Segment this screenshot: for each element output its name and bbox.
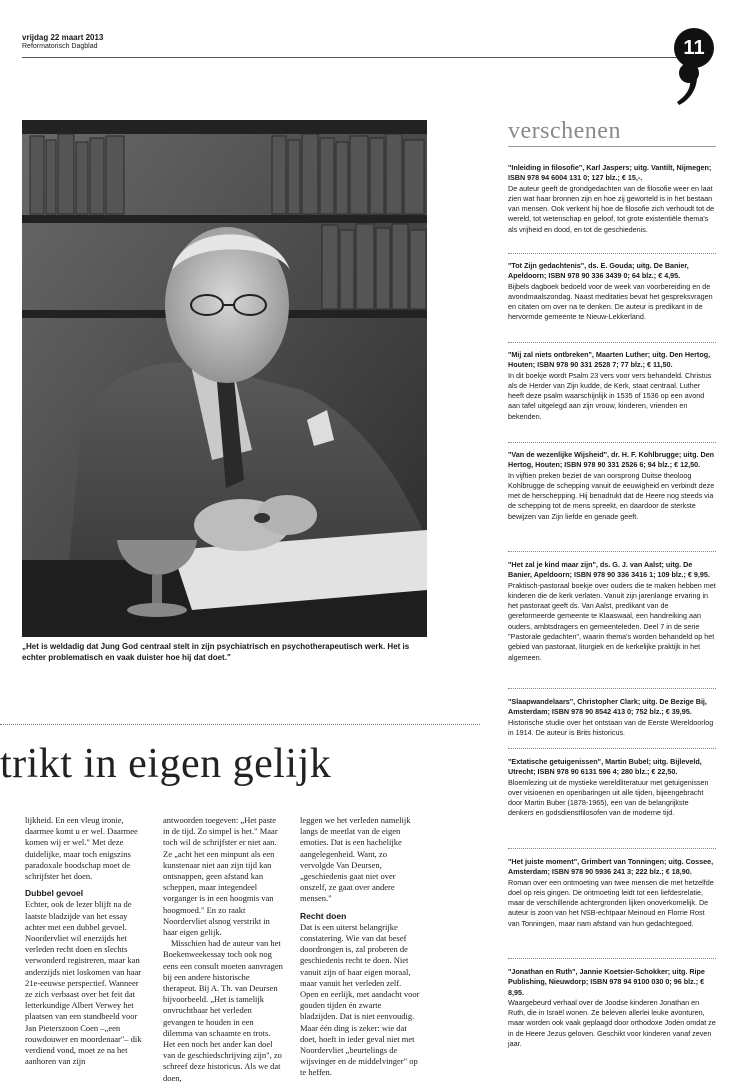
book-title: "Het juiste moment", Grimbert van Tonningen; uitg. Cossee, Amsterdam; ISBN 978 90 5936 241 3; 222 blz.; € 18,90. bbox=[508, 857, 714, 877]
book-title: "Slaapwandelaars", Christopher Clark; uitg. De Bezige Bij, Amsterdam; ISBN 978 90 8542 413 0; 752 blz.; € 39,95. bbox=[508, 697, 707, 717]
book-separator bbox=[508, 958, 716, 959]
article-paragraph: Misschien had de auteur van het Boekenweekessay toch ook nog eens een consult moeten aanvragen bij een andere historische therapeut. Bij A. Th. van Deursen bijvoorbeeld. „Het is tamelijk onvruchtbaar het verleden gevangen te houden in een dilemma van schaamte en trots. Het een noch het ander kan doel van de geschiedschrijving zijn", zo schreef deze historicus. Als we dat doen, bbox=[163, 938, 283, 1083]
book-description: De auteur geeft de grondgedachten van de filosofie weer en laat zien wat haar bronnen zijn en hoe zij geworteld is in het bestaan van mensen. Ook verkent hij hoe de filosofie zich verhoudt tot de wereld, tot wetenschap en geloof, tot grote existentiële thema's als vrijheid en dood, en tot de geschiedenis. bbox=[508, 183, 715, 234]
book-entry bbox=[508, 857, 716, 929]
article-paragraph: Echter, ook de lezer blijft na de laatste bladzijde van het essay achter met een dubbel gevoel. Noordervliet wil enerzijds het verleden recht doen en slechts verwonderd registreren, maar kan anderzijds niet loskomen van haar 21e-eeuwse perspectief. Wanneer ze zich verbaast over het feit dat letterkundige Albert Verwey het plaatsen van een standbeeld voor Jan Pieterszoon Coen –„een rouwdouwer en moordenaar"– dik verdiend vond, moet ze na het aanhoren van zijn bbox=[25, 899, 142, 1067]
section-divider bbox=[0, 724, 480, 725]
article-column-3 bbox=[300, 815, 420, 1079]
article-paragraph: lijkheid. En een vleug ironie, daarmee komt u er wel. Daarmee komen wij er wel." Met deze duidelijke, maar toch enigszins paradoxale boodschap moet de schrijfster het doen. bbox=[25, 815, 138, 882]
sidebar-title-rule bbox=[508, 146, 716, 147]
book-entry bbox=[508, 967, 716, 1049]
book-description: Waargebeurd verhaal over de Joodse kinderen Jonathan en Ruth, die in Israël wonen. Ze beleven allerlei leuke avonturen, maar worden ook vaak geplaagd door orthodoxe Joden omdat ze in de Heere Jezus geloven. Geschikt voor kinderen vanaf zeven jaar. bbox=[508, 997, 716, 1049]
book-title: "Jonathan en Ruth", Jannie Koetsier-Schokker; uitg. Ripe Publishing, Nieuwdorp; ISBN 978 94 9100 030 0; 96 blz.; € 8,95. bbox=[508, 967, 705, 997]
book-separator bbox=[508, 253, 716, 254]
book-separator bbox=[508, 342, 716, 343]
book-title: "Het zal je kind maar zijn", ds. G. J. van Aalst; uitg. De Banier, Apeldoorn; ISBN 978 90 336 3416 1; 109 blz.; € 9,95. bbox=[508, 560, 710, 580]
photo-illustration bbox=[22, 120, 427, 637]
article-paragraph: Dat is een uiterst belangrijke constatering. Wie van dat besef doordrongen is, zal proberen de geschiedenis recht te doen. Niet vanuit zijn of haar eigen moraal, maar vanuit het verleden zelf. Open en eerlijk, met aandacht voor gouden tijden én zwarte bladzijden. Dat is niet eenvoudig. Maar één ding is zeker: wie dat doet, hoeft in ieder geval niet met Noordervliet „beurtelings de wijsvinger en de middelvinger" op te heffen. bbox=[300, 921, 420, 1078]
article-subheading: Dubbel gevoel bbox=[25, 888, 84, 899]
book-entry bbox=[508, 697, 716, 738]
book-description: Historische studie over het ontstaan van de Eerste Wereldoorlog in 1914. De auteur is Brits historicus. bbox=[508, 717, 714, 737]
book-separator bbox=[508, 748, 716, 749]
book-separator bbox=[508, 442, 716, 443]
book-description: Roman over een ontmoeting van twee mensen die met hetzelfde doel op reis gingen. De ontmoeting leidt tot een liefdesrelatie, maar de verschillende achtergronden lijken onoverkomelijk. De auteur is zoon van het NSB-echtpaar Meinoud en Florrie Rost van Tonningen, maar nam afstand van hun gedachtegoed. bbox=[508, 877, 714, 928]
article-paragraph: leggen we het verleden namelijk langs de meetlat van de eigen emoties. Dat is een hachelijke aangelegenheid. Want, zo vervolgde Van Deursen, „geschiedenis gaat niet over onszelf, ze gaat over andere mensen." bbox=[300, 815, 411, 904]
book-separator bbox=[508, 848, 716, 849]
book-entry bbox=[508, 163, 716, 235]
book-description: Bloemlezing uit de mystieke wereldliteratuur met getuigenissen over visioenen en openbaringen uit alle tijden, bijeengebracht door Martin Buber (1878-1965), een van de belangrijkste denkers en godsdienstfilosofen van de moderne tijd. bbox=[508, 777, 709, 818]
book-description: Bijbels dagboek bedoeld voor de week van voorbereiding en de avondmaalszondag. Naast meditaties bevat het gespreksvragen en citaten om over na te denken. De auteur is predikant in de hervormde gemeente te Nieuw-Lekkerland. bbox=[508, 281, 713, 322]
article-subheading: Recht doen bbox=[300, 910, 347, 921]
book-title: "Extatische getuigenissen", Martin Bubel; uitg. Bijleveld, Utrecht; ISBN 978 90 6131 596 4; 280 blz.; € 22,50. bbox=[508, 757, 702, 777]
book-title: "Tot Zijn gedachtenis", ds. E. Gouda; uitg. De Banier, Apeldoorn; ISBN 978 90 336 3439 0; 64 blz.; € 4,95. bbox=[508, 261, 689, 281]
portrait-photo bbox=[22, 120, 427, 637]
book-separator bbox=[508, 688, 716, 689]
book-entry bbox=[508, 757, 716, 819]
photo-caption: „Het is weldadig dat Jung God centraal stelt in zijn psychiatrisch en psychotherapeutisch werk. Het is echter problematisch en vaak duister hoe hij dat doet." bbox=[22, 642, 410, 662]
book-description: In dit boekje wordt Psalm 23 vers voor vers behandeld. Christus als de Herder van Zijn kudde, de Kerk, staat centraal. Luther heeft deze psalm waarschijnlijk in 1535 of 1536 op een avond aan tafel uitgelegd aan zijn vrouw, kinderen, vrienden en bekenden. bbox=[508, 370, 712, 421]
book-entry bbox=[508, 450, 716, 522]
header-rule bbox=[22, 57, 686, 58]
article-headline: trikt in eigen gelijk bbox=[0, 741, 332, 787]
book-entry bbox=[508, 560, 716, 663]
book-title: "Van de wezenlijke Wijsheid", dr. H. F. Kohlbrugge; uitg. Den Hertog, Houten; ISBN 978 90 331 2526 6; 94 blz.; € 12,50. bbox=[508, 450, 715, 470]
book-title: "Inleiding in filosofie", Karl Jaspers; uitg. Vantilt, Nijmegen; ISBN 978 94 6004 131 0; 127 blz.; € 15,-. bbox=[508, 163, 712, 183]
article-column-1 bbox=[25, 815, 145, 1067]
book-title: "Mij zal niets ontbreken", Maarten Luther; uitg. Den Hertog, Houten; ISBN 978 90 331 2528 7; 77 blz.; € 11,50. bbox=[508, 350, 711, 370]
book-separator bbox=[508, 551, 716, 552]
book-description: Praktisch-pastoraal boekje over ouders die te maken hebben met kinderen die de kerk verlaten. Vanuit zijn jarenlange ervaring in het pastoraat geeft ds. Van Aalst, predikant van de gereformeerde gemeente te Klaaswaal, een handreiking aan ouders, ambtsdragers en gemeenteleden. Deel 7 in de serie "Pastorale gedachten", waarin thema's worden behandeld op het gebied van pastoraat, liturgiek en de kerkelijke praktijk in het algemeen. bbox=[508, 580, 716, 662]
article-paragraph: antwoorden toegeven: „Het paste in de tijd. Zo simpel is het." Maar toch wil de schrijfster er niet aan. Ze „acht het een minpunt als een kunstenaar niet aan zijn tijd kan ontsnappen, geen afstand kan scheppen, maar integendeel vorganger is in een hoogmis van hoogmoed." En zo raakt Noordervliet alsnog verstrikt in haar eigen gelijk. bbox=[163, 815, 278, 938]
book-entry bbox=[508, 350, 716, 422]
book-entry bbox=[508, 261, 716, 323]
page-number-badge: 11 bbox=[674, 28, 714, 68]
sidebar-title: verschenen bbox=[508, 118, 621, 144]
newspaper-name: Reformatorisch Dagblad bbox=[22, 43, 98, 50]
book-description: In vijftien preken beziet de van oorsprong Duitse theoloog Kohlbrugge de schepping vanuit de eeuwigheid en verbindt deze met de herschepping. Hij benadrukt dat de Heere nog steeds via de schepping tot de mens spreekt, en daardoor de sterkste bewijzen van Zijn liefde en genade geeft. bbox=[508, 470, 715, 521]
page-date: vrijdag 22 maart 2013 bbox=[22, 33, 104, 42]
article-column-2 bbox=[163, 815, 283, 1084]
comma-logo-icon bbox=[676, 62, 700, 106]
